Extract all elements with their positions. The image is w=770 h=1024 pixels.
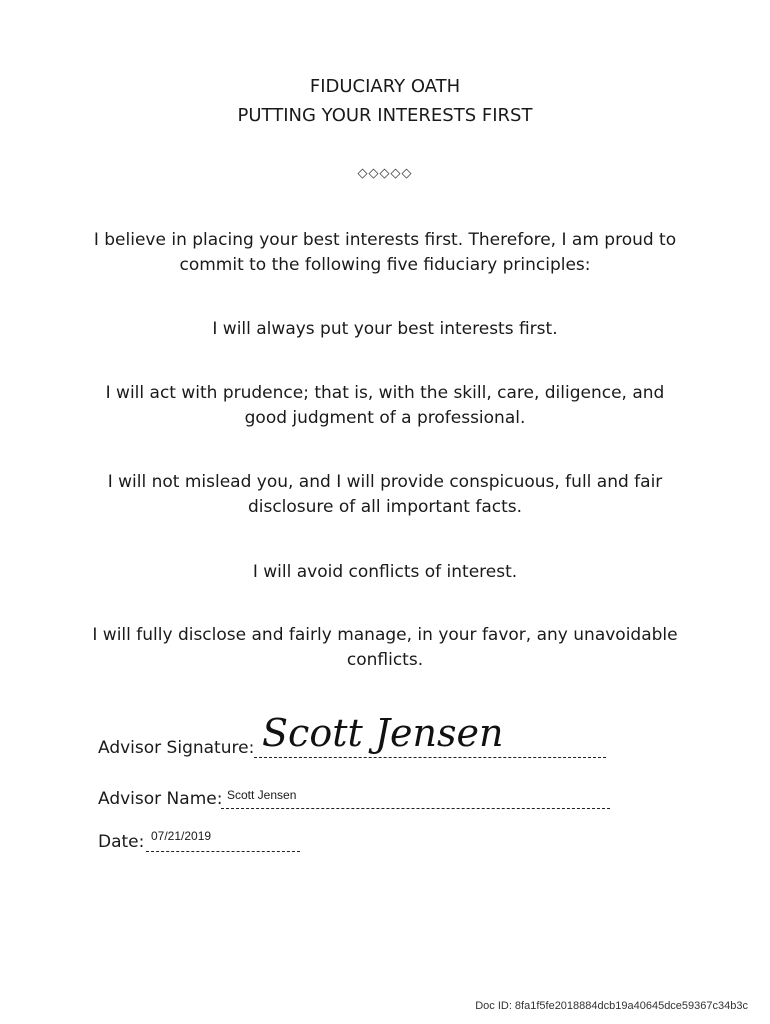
advisor-name-value[interactable]: Scott Jensen: [227, 788, 297, 802]
intro-paragraph: [0, 228, 770, 278]
handwritten-signature: [258, 704, 538, 760]
doc-id: Doc ID: 8fa1f5fe2018884dcb19a40645dce59367c34b3c: [475, 1000, 748, 1012]
document-title: [0, 72, 770, 130]
principle-2-line-1: I will act with prudence; that is, with the skill, care, diligence, and: [105, 383, 665, 403]
diamond-ornament-icon: ◇◇◇◇◇: [357, 166, 413, 181]
intro-line-1: I believe in placing your best interests first. Therefore, I am proud to: [93, 230, 677, 250]
principle-4: [0, 560, 770, 585]
signature-label: Advisor Signature:: [98, 738, 255, 758]
principle-1-line-1: I will always put your best interests first.: [212, 319, 558, 339]
date-row: [98, 829, 318, 862]
date-value[interactable]: 07/21/2019: [151, 829, 212, 843]
title-line-1: FIDUCIARY OATH: [309, 76, 461, 97]
advisor-name-line[interactable]: [221, 808, 610, 809]
principle-3: [0, 470, 770, 520]
principle-3-line-1: I will not mislead you, and I will provide conspicuous, full and fair: [107, 472, 663, 492]
intro-line-2: commit to the following five fiduciary principles:: [179, 255, 591, 275]
principle-2-line-2: good judgment of a professional.: [244, 408, 526, 428]
principle-5-line-1: I will fully disclose and fairly manage, in your favor, any unavoidable: [92, 625, 678, 645]
title-line-2: PUTTING YOUR INTERESTS FIRST: [237, 105, 533, 126]
date-line[interactable]: [146, 851, 300, 852]
signature-text: Scott Jensen: [262, 711, 504, 755]
principle-4-line-1: I will avoid conflicts of interest.: [252, 562, 518, 582]
principle-5: [0, 623, 770, 673]
date-label: Date:: [98, 832, 145, 852]
advisor-name-row: [98, 789, 618, 819]
principle-1: [0, 317, 770, 342]
principle-5-line-2: conflicts.: [346, 650, 424, 670]
principle-3-line-2: disclosure of all important facts.: [247, 497, 523, 517]
principle-2: [0, 381, 770, 431]
advisor-name-label: Advisor Name:: [98, 789, 223, 809]
